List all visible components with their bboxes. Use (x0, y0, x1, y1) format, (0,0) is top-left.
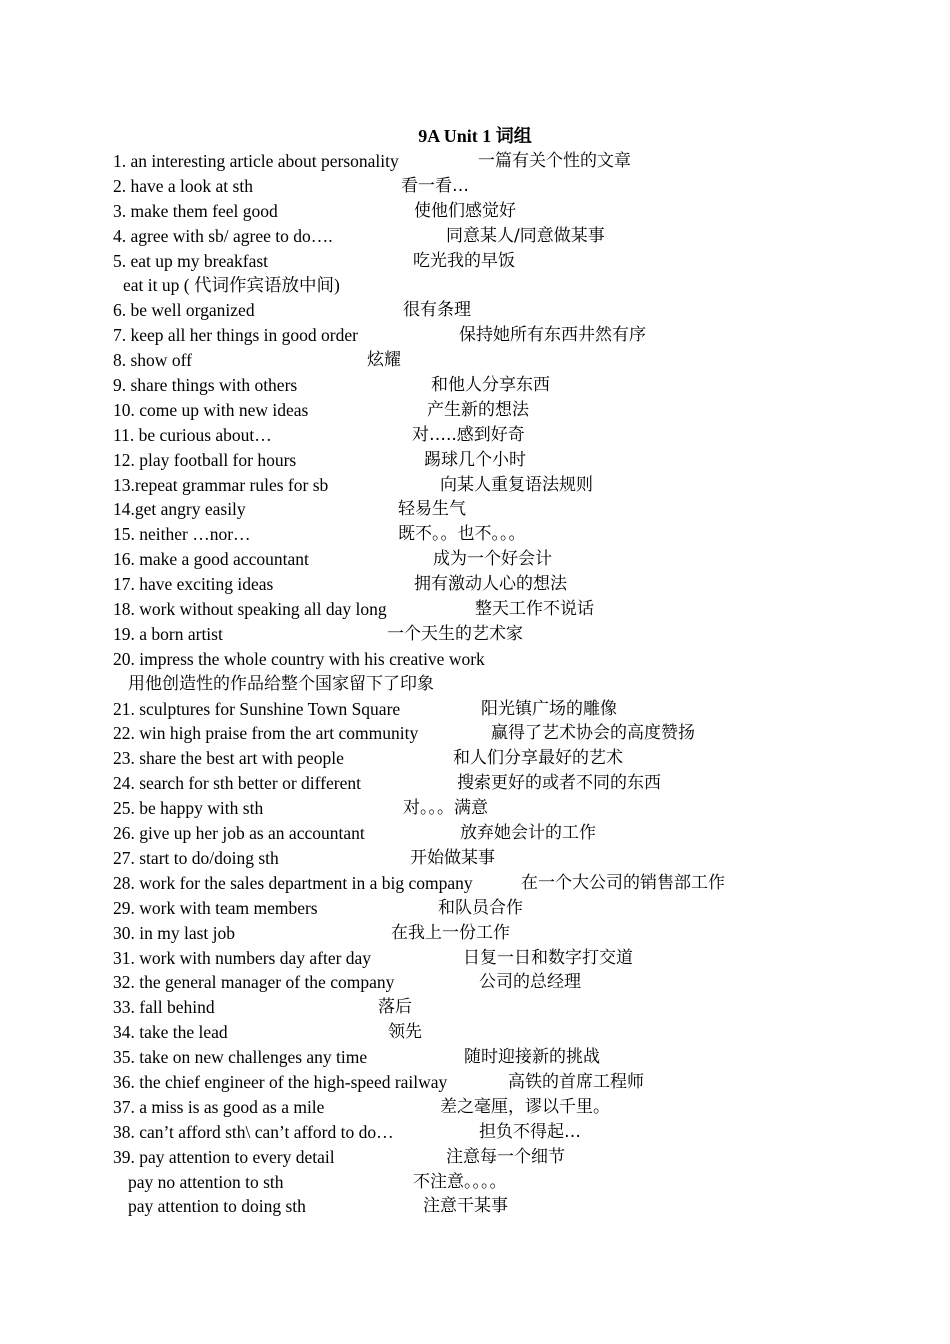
phrase-chinese: 使他们感觉好 (414, 200, 516, 221)
phrase-english: 38. can’t afford sth\ can’t afford to do… (113, 1121, 394, 1142)
phrase-line (113, 174, 873, 199)
phrase-chinese: 一个天生的艺术家 (387, 623, 523, 644)
phrase-line (113, 398, 873, 423)
phrase-english: eat it up ( 代词作宾语放中间) (123, 275, 340, 296)
phrase-chinese: 成为一个好会计 (433, 549, 552, 570)
phrase-line (113, 622, 873, 647)
phrase-chinese: 向某人重复语法规则 (440, 474, 593, 495)
phrase-english: 33. fall behind (113, 997, 215, 1018)
phrase-chinese: 落后 (378, 997, 412, 1018)
phrase-chinese: 在我上一份工作 (391, 922, 510, 943)
phrase-english: 22. win high praise from the art community (113, 723, 419, 744)
phrase-english: 27. start to do/doing sth (113, 847, 279, 868)
phrase-english: pay no attention to sth (128, 1171, 284, 1192)
phrase-line (113, 298, 873, 323)
phrase-chinese: 公司的总经理 (479, 972, 581, 993)
phrase-chinese: 注意每一个细节 (446, 1146, 565, 1167)
phrase-chinese: 对…..感到好奇 (412, 424, 525, 445)
phrase-chinese: 整天工作不说话 (475, 599, 594, 620)
phrase-line (113, 448, 873, 473)
phrase-english: 29. work with team members (113, 897, 318, 918)
phrase-line (113, 497, 873, 522)
phrase-line (113, 323, 873, 348)
phrase-chinese: 在一个大公司的销售部工作 (521, 872, 725, 893)
phrase-english: 39. pay attention to every detail (113, 1146, 335, 1167)
phrase-line (113, 597, 873, 622)
phrase-english: 26. give up her job as an accountant (113, 823, 365, 844)
phrase-line (113, 1095, 873, 1120)
phrase-chinese: 赢得了艺术协会的高度赞扬 (491, 723, 695, 744)
phrase-english: pay attention to doing sth (128, 1196, 306, 1217)
phrase-line (113, 921, 873, 946)
phrase-chinese: 炫耀 (367, 350, 401, 371)
phrase-line (113, 1170, 873, 1195)
phrase-line (113, 473, 873, 498)
phrase-english: 18. work without speaking all day long (113, 599, 387, 620)
phrase-line (113, 1194, 873, 1219)
phrase-chinese: 注意干某事 (423, 1196, 508, 1217)
phrase-chinese: 保持她所有东西井然有序 (459, 325, 646, 346)
phrase-english: 34. take the lead (113, 1022, 228, 1043)
phrase-english: 2. have a look at sth (113, 175, 253, 196)
phrase-english: 3. make them feel good (113, 200, 278, 221)
phrase-line (113, 871, 873, 896)
phrase-english: 35. take on new challenges any time (113, 1047, 368, 1068)
phrase-english: 8. show off (113, 350, 192, 371)
phrase-english: 17. have exciting ideas (113, 574, 274, 595)
page-title: 9A Unit 1 词组 (418, 126, 532, 146)
phrase-list (113, 149, 873, 1219)
phrase-english: 37. a miss is as good as a mile (113, 1096, 325, 1117)
phrase-english: 6. be well organized (113, 300, 255, 321)
phrase-line (113, 1020, 873, 1045)
phrase-line (113, 1070, 873, 1095)
phrase-english: 25. be happy with sth (113, 798, 264, 819)
phrase-english: 4. agree with sb/ agree to do…. (113, 225, 333, 246)
phrase-line (113, 970, 873, 995)
phrase-chinese: 和队员合作 (438, 897, 523, 918)
phrase-english: 31. work with numbers day after day (113, 947, 372, 968)
phrase-chinese: 一篇有关个性的文章 (478, 151, 631, 171)
phrase-line (113, 572, 873, 597)
phrase-chinese: 产生新的想法 (427, 399, 529, 420)
phrase-english: 20. impress the whole country with his creative work (113, 648, 485, 669)
phrase-line (113, 946, 873, 971)
phrase-chinese: 放弃她会计的工作 (460, 823, 596, 844)
phrase-english: 11. be curious about… (113, 424, 272, 445)
phrase-line (113, 249, 873, 274)
phrase-line (113, 522, 873, 547)
phrase-chinese: 同意某人/同意做某事 (446, 225, 605, 246)
phrase-english: 36. the chief engineer of the high-speed railway (113, 1071, 448, 1092)
phrase-english: 32. the general manager of the company (113, 972, 395, 993)
phrase-english: 28. work for the sales department in a big company (113, 872, 473, 893)
phrase-english: 1. an interesting article about personality (113, 151, 399, 171)
phrase-english: 13.repeat grammar rules for sb (113, 474, 329, 495)
phrase-line (113, 348, 873, 373)
phrase-chinese: 开始做某事 (410, 847, 495, 868)
phrase-chinese: 随时迎接新的挑战 (464, 1047, 600, 1068)
phrase-line (113, 1145, 873, 1170)
phrase-chinese: 吃光我的早饭 (413, 250, 515, 271)
phrase-english: 19. a born artist (113, 623, 223, 644)
phrase-line (113, 846, 873, 871)
phrase-line (113, 373, 873, 398)
phrase-chinese: 既不。。也不。。。 (398, 524, 526, 545)
phrase-english: 14.get angry easily (113, 499, 246, 520)
phrase-line (113, 1045, 873, 1070)
phrase-line (113, 771, 873, 796)
phrase-chinese: 差之毫厘，谬以千里。 (440, 1096, 610, 1117)
phrase-line (113, 224, 873, 249)
phrase-line (113, 672, 873, 697)
phrase-chinese: 和他人分享东西 (431, 375, 550, 396)
phrase-line (113, 995, 873, 1020)
phrase-chinese: 不注意。。。。 (413, 1171, 507, 1192)
phrase-chinese: 拥有激动人心的想法 (414, 574, 567, 595)
phrase-line (113, 721, 873, 746)
phrase-english: 23. share the best art with people (113, 748, 344, 769)
phrase-english: 7. keep all her things in good order (113, 325, 358, 346)
phrase-chinese: 轻易生气 (398, 499, 466, 520)
phrase-line (113, 273, 873, 298)
phrase-english: 用他创造性的作品给整个国家留下了印象 (128, 673, 434, 694)
phrase-english: 21. sculptures for Sunshine Town Square (113, 698, 401, 719)
phrase-line (113, 647, 873, 672)
phrase-line (113, 547, 873, 572)
phrase-line (113, 697, 873, 722)
phrase-chinese: 很有条理 (403, 300, 471, 321)
phrase-english: 10. come up with new ideas (113, 399, 309, 420)
phrase-line (113, 821, 873, 846)
phrase-chinese: 日复一日和数字打交道 (463, 947, 633, 968)
phrase-english: 15. neither …nor… (113, 524, 251, 545)
phrase-line (113, 746, 873, 771)
phrase-chinese: 搜索更好的或者不同的东西 (457, 773, 661, 794)
phrase-english: 12. play football for hours (113, 449, 297, 470)
phrase-english: 24. search for sth better or different (113, 773, 361, 794)
phrase-english: 5. eat up my breakfast (113, 250, 269, 271)
phrase-english: 16. make a good accountant (113, 549, 309, 570)
phrase-english: 30. in my last job (113, 922, 236, 943)
phrase-chinese: 对。。。满意 (403, 798, 488, 819)
phrase-chinese: 担负不得起… (479, 1121, 581, 1142)
phrase-line (113, 1120, 873, 1145)
phrase-chinese: 领先 (388, 1022, 422, 1043)
phrase-chinese: 踢球几个小时 (424, 449, 526, 470)
phrase-line (113, 896, 873, 921)
phrase-chinese: 阳光镇广场的雕像 (481, 698, 617, 719)
phrase-line (113, 149, 873, 174)
phrase-english: 9. share things with others (113, 375, 298, 396)
phrase-line (113, 423, 873, 448)
phrase-line (113, 199, 873, 224)
phrase-chinese: 看一看… (401, 175, 469, 196)
phrase-line (113, 796, 873, 821)
phrase-chinese: 高铁的首席工程师 (508, 1071, 644, 1092)
phrase-chinese: 和人们分享最好的艺术 (453, 748, 623, 769)
